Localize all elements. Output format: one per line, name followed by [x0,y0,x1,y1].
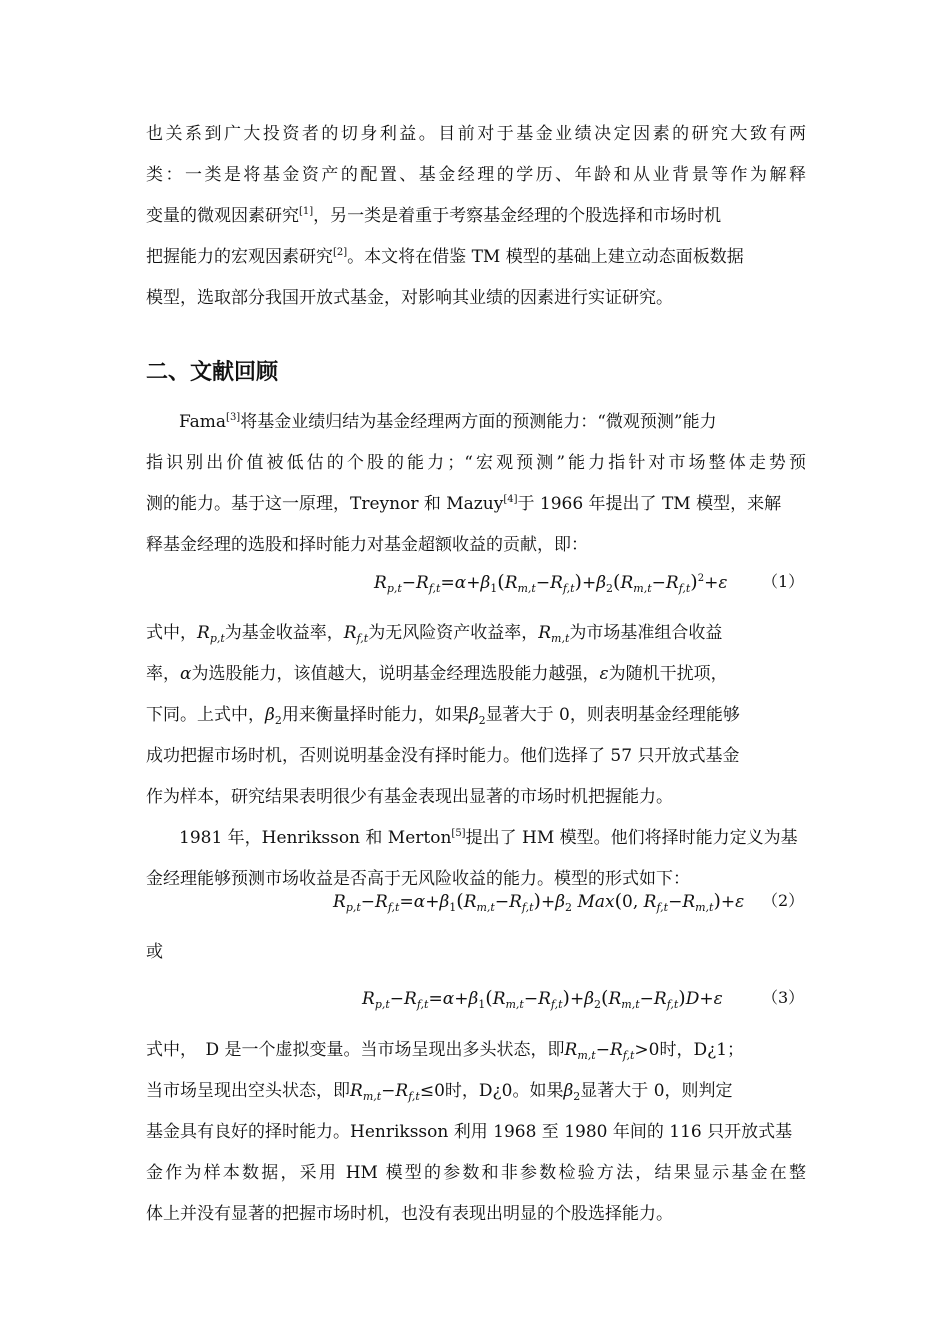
citation-5: [5] [451,828,466,839]
intro-line-4: 把握能力的宏观因素研究[2]。本文将在借鉴 TM 模型的基础上建立动态面板数据 [146,247,744,267]
or-text: 或 [146,942,163,962]
para4-line-1: 式中， D 是一个虚拟变量。当市场呈现出多头状态，即$R_{m,t}-R_{f,t}>0$时，D¿1； [146,1040,745,1062]
intro-line-1: 也关系到广大投资者的切身利益。目前对于基金业绩决定因素的研究大致有两 [146,124,806,144]
para4-line-4: 金作为样本数据，采用 HM 模型的参数和非参数检验方法，结果显示基金在整 [146,1163,806,1183]
citation-4: [4] [503,494,518,505]
intro-line-5: 模型，选取部分我国开放式基金，对影响其业绩的因素进行实证研究。 [146,288,673,308]
para1-line-4: 释基金经理的选股和择时能力对基金超额收益的贡献，即： [146,535,588,555]
citation-1: [1] [299,206,314,217]
para2-line-5: 作为样本，研究结果表明很少有基金表现出显著的市场时机把握能力。 [146,787,673,807]
citation-2: [2] [333,247,348,258]
para4-line-5: 体上并没有显著的把握市场时机，也没有表现出明显的个股选择能力。 [146,1204,673,1224]
equation-3: $R_{p,t}-R_{f,t}=\alpha+\beta_1(R_{m,t}-R_{f,t})+\beta_2(R_{m,t}-R_{f,t})D+\varepsilon$ [362,987,723,1011]
section-heading: 二、文献回顾 [146,360,279,385]
equation-2-number: （2） [762,891,805,910]
para4-line-3: 基金具有良好的择时能力。Henriksson 利用 1968 至 1980 年间的 116 只开放式基 [146,1122,793,1142]
equation-3-number: （3） [762,988,805,1007]
para4-line-2: 当市场呈现出空头状态，即$R_{m,t}-R_{f,t}\le 0$时，D¿0。如果$\beta_2$显著大于 0，则判定 [146,1081,733,1103]
citation-3: [3] [226,412,241,423]
intro-line-3: 变量的微观因素研究[1]，另一类是着重于考察基金经理的个股选择和市场时机 [146,206,722,226]
para2-line-3: 下同。上式中，$\beta_2$用来衡量择时能力，如果$\beta_2$显著大于 0，则表明基金经理能够 [146,705,740,727]
intro-line-2: 类：一类是将基金资产的配置、基金经理的学历、年龄和从业背景等作为解释 [146,165,806,185]
para3-line-1: 1981 年，Henriksson 和 Merton[5]提出了 HM 模型。他们将择时能力定义为基 [179,828,798,848]
para1-line-1: Fama[3]将基金业绩归结为基金经理两方面的预测能力：“微观预测”能力 [179,412,717,432]
equation-2: $R_{p,t}-R_{f,t}=\alpha+\beta_1(R_{m,t}-R_{f,t})+\beta_2$ Max(0, $R_{f,t}-R_{m,t})+\varepsilon$ [333,890,745,914]
para2-line-2: 率，α为选股能力，该值越大，说明基金经理选股能力越强，ε为随机干扰项， [146,664,728,684]
para3-line-2: 金经理能够预测市场收益是否高于无风险收益的能力。模型的形式如下： [146,869,690,889]
para2-line-1: 式中，$R_{p,t}$为基金收益率，$R_{f,t}$为无风险资产收益率，$R_{m,t}$为市场基准组合收益 [146,623,723,645]
equation-1-number: （1） [762,572,805,591]
para2-line-4: 成功把握市场时机，否则说明基金没有择时能力。他们选择了 57 只开放式基金 [146,746,740,766]
equation-1: $R_{p,t}-R_{f,t}=\alpha+\beta_1(R_{m,t}-R_{f,t})+\beta_2(R_{m,t}-R_{f,t})^2+\varepsilon$ [374,571,728,595]
para1-line-3: 测的能力。基于这一原理，Treynor 和 Mazuy[4]于 1966 年提出了 TM 模型，来解 [146,494,782,514]
para1-line-2: 指识别出价值被低估的个股的能力；“宏观预测”能力指针对市场整体走势预 [146,453,806,473]
